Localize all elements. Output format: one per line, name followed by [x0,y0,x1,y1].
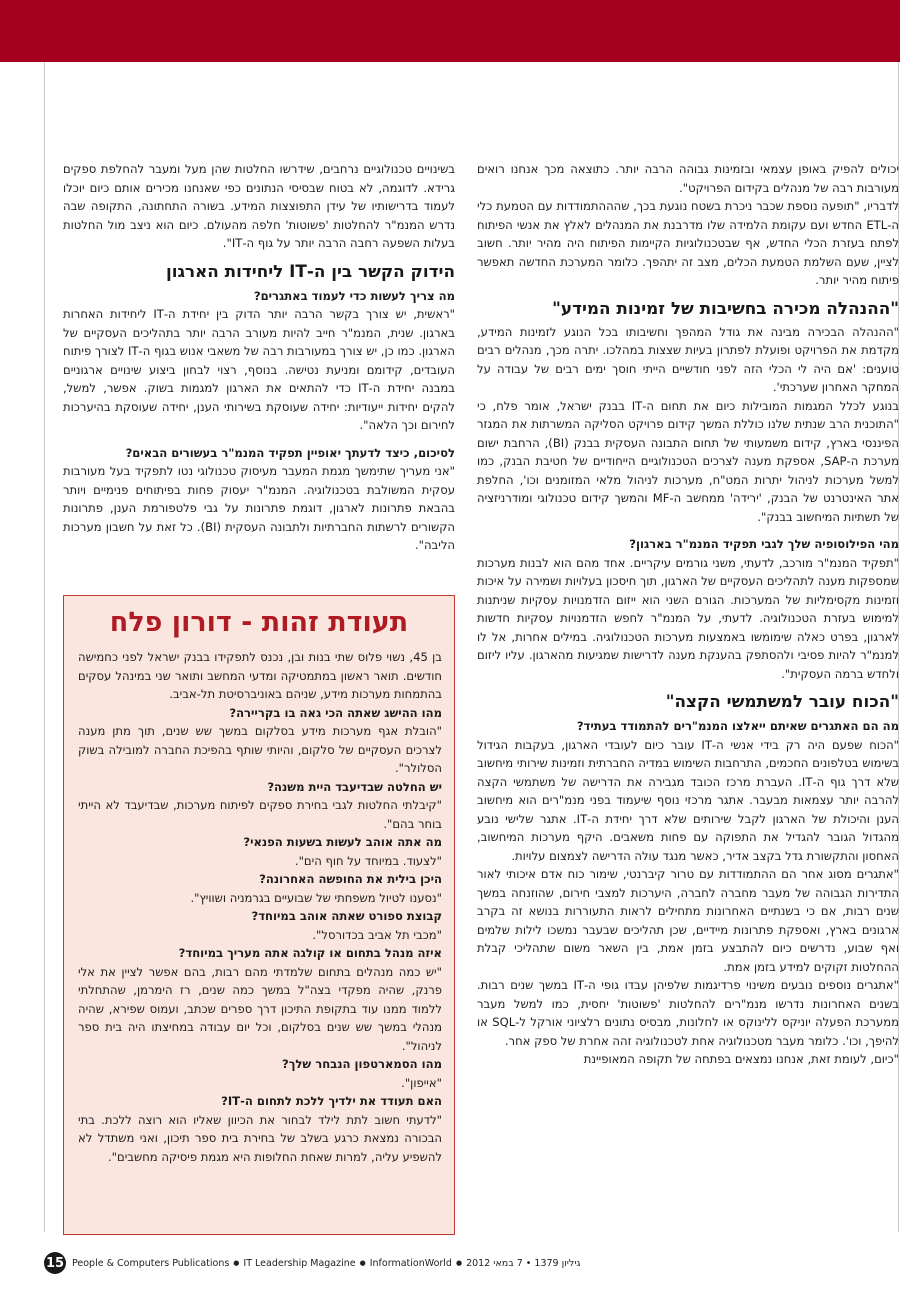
question-heading: יש החלטה שבדיעבד היית משנה? [267,779,442,794]
paragraph: בן 45, נשוי פלוס שתי בנות ובן, נכנס לתפקידו בבנק ישראל לפני כחמישה חודשים. תואר ראשון במתמטיקה ומדעי המחשב ותואר שני במינהל עסקים בהתמחות מערכות מידע, שניהם באוניברסיטת תל-אביב. [78,650,442,701]
footer-separator-icon: ● [359,1259,366,1267]
profile-box-title: תעודת זהות - דורון פלח [109,607,409,638]
question-heading: קבוצת ספורט שאתה אוהב במיוחד? [251,909,442,923]
footer-site: InformationWorld [369,1257,452,1269]
paragraph: בשינויים טכנולוגיים נרחבים, שידרשו החלטות שהן מעל ומעבר להחלפת ספקים גרידא. לדוגמה, לא בטוח שבסיסי הנתונים כפי שאנחנו מכירים אותם כיום יוכלו לעמוד בדרישותיו של עידן התפוצצות המידע. בשורה התחתונה, התקופה שבה נדרש המנמ"ר להחלטות 'פשוטות' חלפה מהעולם. כיום הוא ניצב מול החלטות בעלות השפעה רחבה הרבה יותר על גוף ה-IT". [63,162,455,250]
question-heading: מה צריך לעשות כדי לעמוד באתגרים? [253,288,455,303]
paragraph: לדבריו, "תופעה נוספת שכבר ניכרת בשטח נוגעת בכך, שהההתמודדות עם הטמעת כלי ה-ETL החדש ועם עקומת הלמידה שלו מדרבנת את המנהלים לאלץ את אנשי הפיתוח לפתח בעזרת הכלי החדש, אף שבטכנולוגיות הקיימות הפיתוח היה מהיר יותר. חשוב לציין, שעם השלמת הטמעת הכלים, מצב זה יתהפך. כלומר המערכת החדשה תאפשר פיתוח מהיר יותר. [477,199,899,287]
footer-separator-icon: ● [233,1259,240,1267]
profile-box [63,595,455,1235]
footer-issue: גיליון 1379 • 7 במאי 2012 [466,1257,581,1269]
paragraph: "הובלת אגף מערכות מידע בסלקום במשך שש שנים, תוך מתן מענה לצרכים העסקיים של סלקום, והיותי שותף בהפיכת החברה למובילה בשוק הסלולר". [78,724,442,775]
paragraph: "אייפון". [401,1075,442,1090]
paragraph: "אתגרים נוספים נובעים משינוי פרדיגמות שלפיהן עבדו גופי ה-IT במשך שנים רבות. בשנים האחרונות נדרשו מנמ"רים להחלטות 'פשוטות' יחסית, כמו למשל מעבר ממערכת הפעלה יוניקס ללינוקס או לחלונות, מבסיס נתונים רלציוני אורקל ל-SQL או להיפך, וכו'. כלומר מעבר מטכנולוגיה אחת לטכנולוגיה זהה אחרת של ספק אחר. [477,978,899,1048]
footer-publisher: People & Computers Publications [72,1257,230,1269]
article-column-left [63,160,455,555]
question-heading: מהו הסמארטפון הנבחר שלך? [281,1057,442,1071]
question-heading: לסיכום, כיצד לדעתך יאופיין תפקיד המנמ"ר בעשורים הבאים? [125,445,455,460]
question-heading: מה אתה אוהב לעשות בשעות הפנאי? [243,835,442,849]
page-number: 15 [44,1252,66,1274]
section-heading: "ההנהלה מכירה בחשיבות של זמינות המידע" [552,297,899,318]
spacer [477,526,899,531]
paragraph: "לצעוד. במיוחד על חוף הים". [294,853,442,868]
spacer [63,435,455,440]
footer-magazine: IT Leadership Magazine [243,1257,356,1269]
page-footer [44,1252,897,1274]
question-heading: האם תעודד את ילדיך ללכת לתחום ה-IT? [221,1094,442,1108]
paragraph: "הכוח שפעם היה רק בידי אנשי ה-IT עובר כיום לעובדי הארגון, בעקבות הגידול בשימוש בטלפונים החכמים, התרחבות השימוש במדיה החברתית וזמינות שירותי מיחשוב שלא דרך גוף ה-IT. העברת מרכז הכובד מגבירה את הדרישה של משתמשי הקצה להרבה יותר עצמאות מבעבר. אתגר מרכזי נוסף שיעמוד בפני מנמ"רים הוא מיחשוב הענן והיכולת של הארגון לקבל שירותים שלא דרך יחידת ה-IT. אתגר שלישי נובע מהגדול הגובר להגדיל את התפוקה עם פחות משאבים. היקף מערכות המיחשוב, האחסון והתקשורת גדל בקצב אדיר, כאשר מנגד עולה הדרישה לצמצום עלויות. [477,737,899,863]
paragraph: "ההנהלה הבכירה מבינה את גודל המהפך וחשיבותו בכל הנוגע לזמינות המידע, מקדמת את הפרויקט ופועלת לפתרון בעיות שצצות במהלכו. יתרה מכך, מנהלים רבים טוענים: 'אם היה לי הכלי הזה לפני חודשיים הייתי חוסך ימים רבים של עבודה על המחקר האחרון שערכתי'. [477,324,899,394]
paragraph: "אני מעריך שתימשך מגמת המעבר מעיסוק טכנולוגי נטו לתפקיד בעל מעורבות עסקית המשולבת בטכנולוגיה. המנמ"ר יעסוק פחות בפיתוחים פנימיים ויותר בהבאת פתרונות לארגון, דוגמת פתרונות על גבי פלטפורמת הענן, פתרונות הקשורים לרשתות החברתיות ולתבונה העסקית (BI). כל זאת על חשבון מערכות הליבה". [63,464,455,552]
question-heading: מהי הפילוסופיה שלך לגבי תפקיד המנמ"ר בארגון? [629,537,899,551]
paragraph: "לדעתי חשוב לתת לילד לבחור את הכיוון שאליו הוא רוצה ללכת. בתי הבכורה נמצאת כרגע בשלב של בחירת בית ספר תיכון, ואני משתדל לא להשפיע עליה, למרות שאחת החלופות היא מגמת פיסיקה מחשבים". [78,1112,442,1164]
article-column-right [477,160,899,1069]
question-heading: מהו ההישג שאתה הכי גאה בו בקריירה? [229,705,442,720]
paragraph: "ראשית, יש צורך בקשר הרבה יותר הדוק בין יחידת ה-IT ליחידות האחרות בארגון. שנית, המנמ"ר חייב להיות מעורב הרבה יותר בתהליכים העסקיים של הארגון. כמו כן, יש צורך במעורבות רבה של משאבי אנוש בגוף ה-IT לצורך פיתוח העובדים, קידומם ומניעת נטישה. בנוסף, רצוי לבחון ביצוע שינויים ארגוניים במבנה יחידת ה-IT כדי להתאים את הארגון למגמות בשוק. אפשר, למשל, להקים יחידות ייעודיות: יחידה שעוסקת בשירותי הענן, יחידה שעוסקת בהיערכות לחירום וכך הלאה". [63,307,455,432]
section-heading: הידוק הקשר בין ה-IT ליחידות הארגון [165,260,455,281]
section-heading: "הכוח עובר למשתמשי הקצה" [665,691,899,711]
profile-box-body [64,648,454,1166]
paragraph: "יש כמה מנהלים בתחום שלמדתי מהם רבות, בהם אפשר לציין את אלי פרנק, שהיה מפקדי בצה"ל במשך כמה שנים, רז הימרמן, שהתחלתי ללמוד ממנו עוד בתקופת התיכון דרך ספרים שכתב, ועמוס שפירא, שהיה מנהלי במשך שש שנים בסלקום, וכל יום עבודה במחיצתו היה בית ספר לניהול". [78,964,442,1053]
question-heading: מה הם האתגרים שאיתם ייאלצו המנמ"רים להתמודד בעתיד? [576,719,899,733]
paragraph: "כיום, לעומת זאת, אנחנו נמצאים בפתחה של תקופה המאופיינת [583,1052,899,1066]
paragraph: "נסענו לטיול משפחתי של שבועיים בגרמניה ושוויץ". [190,890,442,905]
footer-separator-icon: ● [455,1259,463,1267]
question-heading: איזה מנהל בתחום או קולגה אתה מעריך במיוחד? [178,946,442,960]
paragraph: "אתגרים מסוג אחר הם ההתמודדות עם טרור קיברנטי, שימור כוח אדם איכותי לאור התדירות הגבוהה של מעבר מחברה לחברה, היערכות למצבי חירום, שהוזנחה במשך שנים רבות, אם כי בשנתיים האחרונות מתחילים לראות התעוררות בנושא זה בקרב ארגונים בארץ, ואספקת פתרונות מיידיים, שכן תהליכים שבעבר נמשכו לילות שלמים ואף שבוע, נדרשים כיום להתבצע בזמן אמת, בין השאר משום שתהליכי קבלת ההחלטות זקוקים למידע בזמן אמת. [477,867,899,974]
paragraph: יכולים להפיק באופן עצמאי ובזמינות גבוהה הרבה יותר. כתוצאה מכך אנחנו רואים מעורבות רבה של מנהלים בקידום הפרויקט". [477,162,899,195]
paragraph: "קיבלתי החלטות לגבי בחירת ספקים לפיתוח מערכות, שבדיעבד לא הייתי בוחר בהם". [78,798,442,831]
paragraph: "תפקיד המנמ"ר מורכב, לדעתי, משני גורמים עיקריים. אחד מהם הוא לבנות מערכות שמספקות מענה לתהליכים העסקיים של הארגון, תוך חיסכון בעלויות ושמירה על איכות וזמינות מקסימליות של המערכות. הגורם השני הוא ייזום הזדמנויות עסקיות שניתנות למימוש בעזרת הטכנולוגיה. לדעתי, על המנמ"ר לחפש הזדמנויות עסקיות חדשות לארגון, בפרט כאלה שימומשו באמצעות מערכות הטכנולוגיה. במילים אחרות, אל לו למנמ"ר להיות פסיבי ולהסתפק בהענקת מענה לדרישות שמגיעות מהארגון. עליו ליזום ולחדש ברמה העסקית". [477,555,899,681]
paragraph: "מכבי תל אביב בכדורסל". [312,927,442,942]
top-banner [0,0,900,62]
paragraph: בנוגע לכלל המגמות המובילות כיום את תחום ה-IT בבנק ישראל, אומר פלח, כי "התוכנית הרב שנתית שלנו כוללת המשך קידום פרויקט הסליקה המשרתות את המגזר הפיננסי בארץ, קידום משמעותי של תחום התבונה העסקית בבנק (BI), הרחבת ישום מערכת ה-SAP, אספקת מענה לצרכים הטכנולוגיים הייחודיים של חטיבת הבנק, כמו למשל מערכות לניהול יתרות המט"ח, מערכות לניהול מלאי המזומנים וכו', החלפת אתר האינטרנט של הבנק, 'ירידה' ממחשב ה-MF והמשך קידום טכנולוגי ומודרניזציה של תשתיות המיחשוב בבנק". [477,398,899,524]
question-heading: היכן בילית את החופשה האחרונה? [259,872,442,886]
